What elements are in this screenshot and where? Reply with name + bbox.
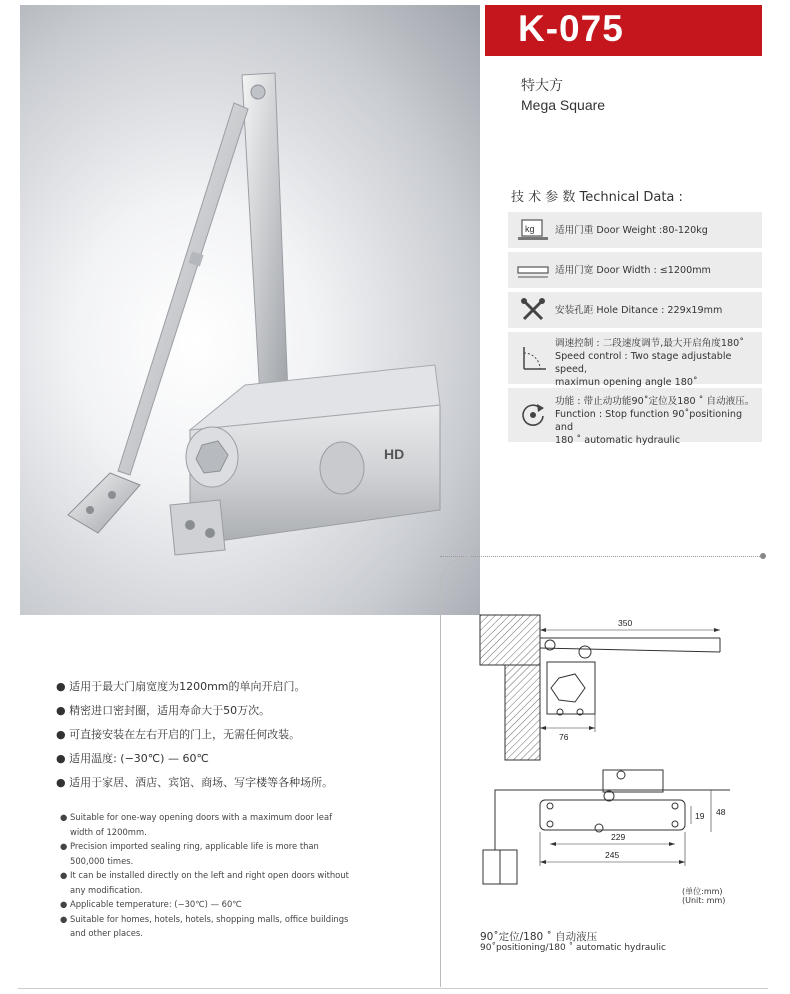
product-photo (20, 5, 480, 615)
positioning-en: 90˚positioning/180 ˚ automatic hydraulic (480, 943, 666, 953)
bottom-rule (18, 988, 768, 989)
features-en (60, 810, 350, 941)
model-number: K-075 (518, 8, 624, 49)
spec-row-speed (508, 332, 762, 388)
spec-row-function (508, 388, 762, 446)
features-cn (56, 675, 436, 795)
spec-text: 调速控制 : 二段速度调节,最大开启角度180˚ Speed control : Two stage adjustable speed, maximun opening angle 180˚ (555, 338, 744, 388)
feature-cn-item: ● 精密进口密封圈，适用寿命大于50万次。 (56, 704, 271, 717)
dim-19: 19 (695, 811, 705, 821)
positioning-cn: 90˚定位/180 ˚ 自动液压 (480, 931, 598, 943)
angle-icon (516, 345, 550, 371)
technical-drawing (475, 600, 775, 900)
divider-dot (760, 553, 766, 559)
dim-229: 229 (611, 832, 626, 842)
product-logo: HD (384, 446, 405, 462)
spec-row-hole (508, 292, 762, 328)
weight-icon (516, 217, 550, 243)
dim-48: 48 (716, 807, 726, 817)
feature-cn-item: ● 适用温度: (−30℃) — 60℃ (56, 752, 209, 765)
tools-icon (516, 297, 550, 323)
spec-text: 安装孔距 Hole Ditance : 229x19mm (555, 305, 723, 316)
product-name-cn: 特大方 (521, 78, 563, 94)
spec-text: 适用门宽 Door Width : ≤1200mm (555, 265, 711, 276)
unit-cn: (单位:mm) (682, 887, 723, 896)
divider-line (440, 556, 766, 558)
feature-en-item: ● It can be installed directly on the left and right open doors without any modification. (60, 870, 349, 895)
rotation-icon (516, 402, 550, 428)
unit-en: (Unit: mm) (682, 896, 726, 905)
dim-76: 76 (559, 732, 569, 742)
spec-row-width (508, 252, 762, 288)
feature-cn-item: ● 适用于最大门扇宽度为1200mm的单向开启门。 (56, 680, 306, 693)
door-width-icon (516, 257, 550, 283)
spec-text: 功能 : 带止动功能90˚定位及180 ˚ 自动液压。 Function : Stop function 90˚positioning and 180 ˚ automatic hydraulic (555, 396, 755, 446)
dim-350: 350 (618, 618, 633, 628)
feature-cn-item: ● 适用于家居、酒店、宾馆、商场、写字楼等各种场所。 (56, 776, 334, 789)
svg-text:kg: kg (525, 224, 535, 234)
spec-text: 适用门重 Door Weight :80-120kg (555, 225, 708, 236)
feature-en-item: ● Applicable temperature: (−30℃) — 60℃ (60, 899, 242, 909)
technical-heading: 技 术 参 数 Technical Data : (511, 190, 683, 205)
product-name-en: Mega Square (521, 97, 606, 113)
dim-245: 245 (605, 850, 620, 860)
feature-en-item: ● Suitable for one-way opening doors with a maximum door leaf width of 1200mm. (60, 812, 333, 837)
feature-en-item: ● Suitable for homes, hotels, hotels, shopping malls, office buildings and other places. (60, 913, 349, 938)
feature-en-item: ● Precision imported sealing ring, applicable life is more than 500,000 times. (60, 841, 319, 866)
feature-cn-item: ● 可直接安装在左右开启的门上，无需任何改装。 (56, 728, 301, 741)
drawing-frame (440, 556, 471, 987)
spec-row-weight (508, 212, 762, 248)
